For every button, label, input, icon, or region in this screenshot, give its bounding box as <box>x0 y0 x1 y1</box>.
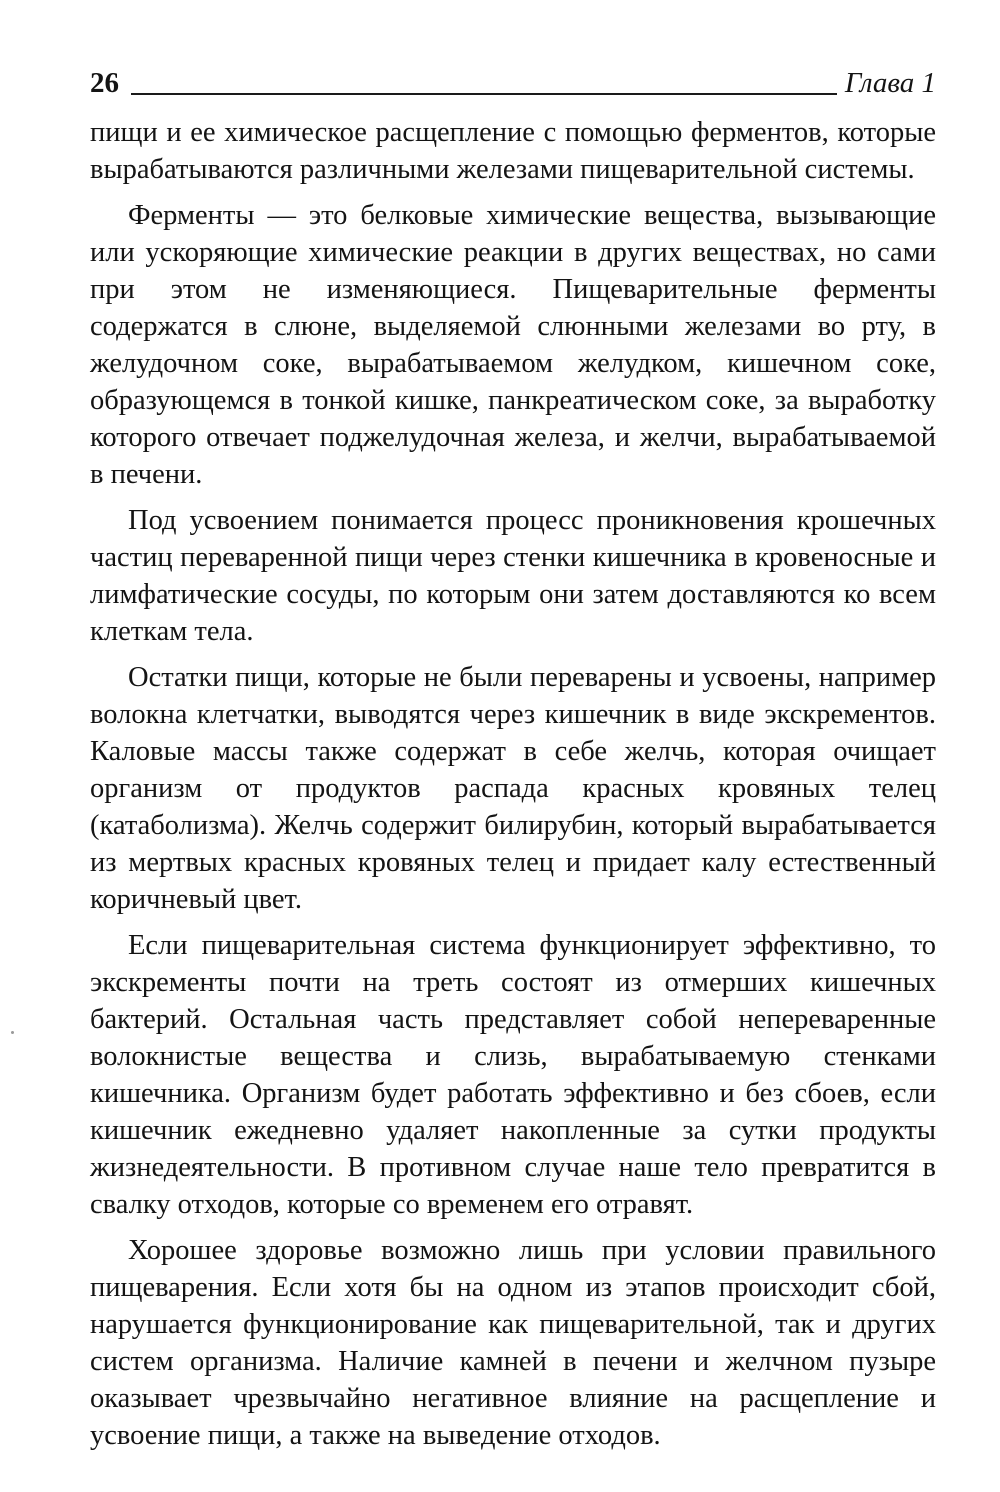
header-rule <box>131 93 837 95</box>
page-number: 26 <box>90 67 119 99</box>
book-page <box>90 60 936 1463</box>
scan-speck <box>11 1031 14 1034</box>
paragraph-enzymes: Ферменты — это белковые химические вещества, вызывающие или ускоряющие химические реакции в других веществах, но сами при этом не изменяющиеся. Пищеварительные ферменты содержатся в слюне, выделяемой слюнными железами во рту, в желудочном соке, вырабатываемом желудком, кишечном соке, образующемся в тонкой кишке, панкреатическом соке, за выработку которого отвечает поджелудочная железа, и желчи, вырабатываемой в печени. <box>90 200 936 490</box>
body-text <box>90 114 936 1454</box>
paragraph-absorption: Под усвоением понимается процесс проникновения крошечных частиц переваренной пищи через стенки кишечника в кровеносные и лимфатические сосуды, по которым они затем доставляются ко всем клеткам тела. <box>90 505 936 647</box>
paragraph-digestive-efficiency: Если пищеварительная система функционирует эффективно, то экскременты почти на треть состоят из отмерших кишечных бактерий. Остальная часть представляет собой непереваренные волокнистые вещества и слизь, вырабатываемую стенками кишечника. Организм будет работать эффективно и без сбоев, если кишечник ежедневно удаляет накопленные за сутки продукты жизнедеятельности. В противном случае наше тело превратится в свалку отходов, которые со временем его отравят. <box>90 930 936 1220</box>
chapter-title: Глава 1 <box>844 67 936 99</box>
paragraph-food-remains: Остатки пищи, которые не были переварены и усвоены, например волокна клетчатки, выводятся через кишечник в виде экскрементов. Каловые массы также содержат в себе желчь, которая очищает организм от продуктов распада красных кровяных телец (катаболизма). Желчь содержит билирубин, который вырабатывается из мертвых красных кровяных телец и придает калу естественный коричневый цвет. <box>90 662 936 915</box>
running-header <box>90 60 936 98</box>
paragraph-continuation: пищи и ее химическое расщепление с помощью ферментов, которые вырабатываются различными железами пищеварительной системы. <box>90 117 936 185</box>
paragraph-good-health: Хорошее здоровье возможно лишь при условии правильного пищеварения. Если хотя бы на одном из этапов происходит сбой, нарушается функционирование как пищеварительной, так и других систем организма. Наличие камней в печени и желчном пузыре оказывает чрезвычайно негативное влияние на расщепление и усвоение пищи, а также на выведение отходов. <box>90 1235 936 1451</box>
